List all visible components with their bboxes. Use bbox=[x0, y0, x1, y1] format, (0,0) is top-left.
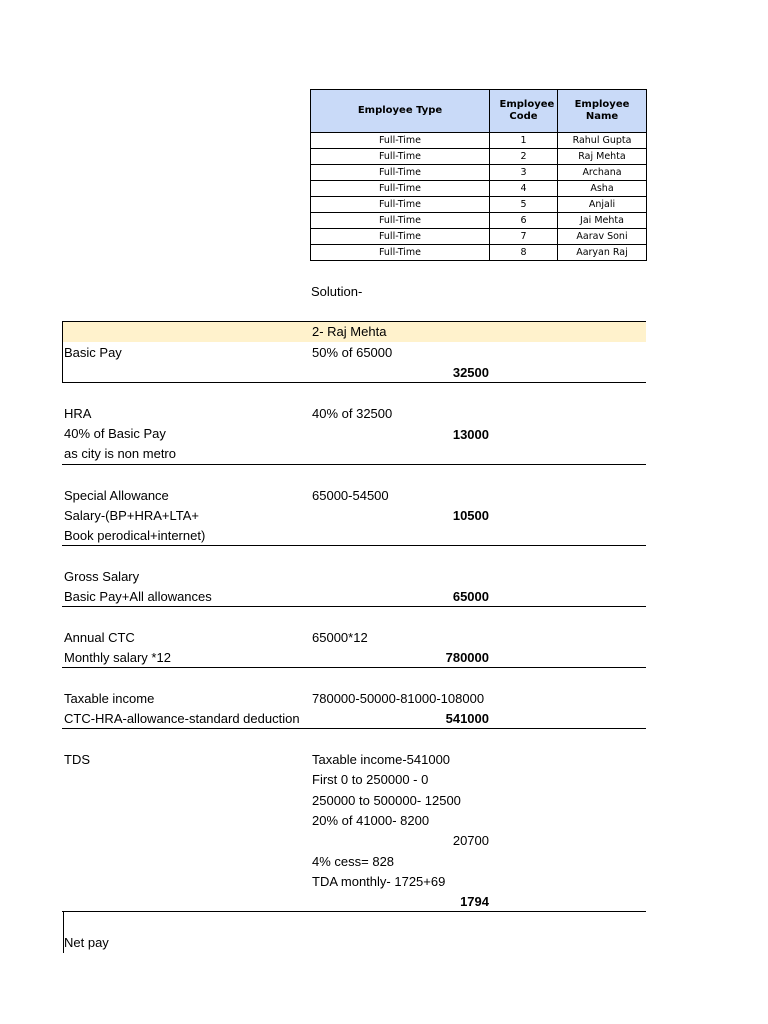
cell-employee-type: Full-Time bbox=[311, 197, 490, 213]
solution-label: Solution- bbox=[311, 284, 363, 299]
employee-table bbox=[310, 89, 647, 261]
basic-pay-formula: 50% of 65000 bbox=[312, 345, 393, 360]
cell-employee-type: Full-Time bbox=[311, 181, 490, 197]
divider bbox=[62, 911, 646, 912]
special-allowance-desc: Book perodical+internet) bbox=[64, 528, 206, 543]
basic-pay-value: 32500 bbox=[452, 365, 489, 380]
cell-employee-name: Jai Mehta bbox=[558, 213, 647, 229]
tds-line: First 0 to 250000 - 0 bbox=[312, 772, 429, 787]
tds-line: 20% of 41000- 8200 bbox=[312, 813, 430, 828]
cell-employee-type: Full-Time bbox=[311, 133, 490, 149]
net-pay-label: Net pay bbox=[64, 935, 109, 950]
header-employee-code: Employee Code bbox=[490, 90, 558, 133]
divider bbox=[62, 382, 646, 383]
taxable-income-formula: 780000-50000-81000-108000 bbox=[312, 691, 485, 706]
taxable-income-value: 541000 bbox=[445, 711, 489, 726]
table-row bbox=[311, 149, 647, 165]
employee-heading: 2- Raj Mehta bbox=[312, 324, 387, 339]
divider bbox=[62, 606, 646, 607]
divider bbox=[62, 728, 646, 729]
hra-desc: as city is non metro bbox=[64, 446, 176, 461]
tds-line: Taxable income-541000 bbox=[312, 752, 451, 767]
divider bbox=[62, 545, 646, 546]
cell-employee-code: 8 bbox=[490, 245, 558, 261]
hra-desc: 40% of Basic Pay bbox=[64, 426, 166, 441]
hra-value: 13000 bbox=[452, 427, 489, 442]
table-row bbox=[311, 197, 647, 213]
cell-employee-type: Full-Time bbox=[311, 213, 490, 229]
basic-pay-label: Basic Pay bbox=[64, 345, 122, 360]
table-row bbox=[311, 245, 647, 261]
special-allowance-label: Special Allowance bbox=[64, 488, 169, 503]
divider bbox=[62, 667, 646, 668]
cell-employee-name: Asha bbox=[558, 181, 647, 197]
table-row bbox=[311, 181, 647, 197]
tds-value: 1794 bbox=[460, 894, 489, 909]
header-employee-name: Employee Name bbox=[558, 90, 647, 133]
special-allowance-formula: 65000-54500 bbox=[312, 488, 389, 503]
cell-employee-code: 1 bbox=[490, 133, 558, 149]
taxable-income-desc: CTC-HRA-allowance-standard deduction bbox=[64, 711, 300, 726]
table-row bbox=[311, 213, 647, 229]
cell-employee-code: 3 bbox=[490, 165, 558, 181]
cell-employee-code: 6 bbox=[490, 213, 558, 229]
annual-ctc-desc: Monthly salary *12 bbox=[64, 650, 171, 665]
annual-ctc-value: 780000 bbox=[445, 650, 489, 665]
hra-label: HRA bbox=[64, 406, 92, 421]
cell-employee-name: Raj Mehta bbox=[558, 149, 647, 165]
cell-employee-name: Anjali bbox=[558, 197, 647, 213]
table-row bbox=[311, 229, 647, 245]
divider bbox=[62, 464, 646, 465]
tds-subtotal: 20700 bbox=[452, 833, 489, 848]
header-employee-type: Employee Type bbox=[311, 90, 490, 133]
table-row bbox=[311, 133, 647, 149]
cell-employee-name: Archana bbox=[558, 165, 647, 181]
tds-line: 250000 to 500000- 12500 bbox=[312, 793, 461, 808]
cell-employee-name: Rahul Gupta bbox=[558, 133, 647, 149]
cell-employee-code: 5 bbox=[490, 197, 558, 213]
gross-salary-label: Gross Salary bbox=[64, 569, 140, 584]
taxable-income-label: Taxable income bbox=[64, 691, 155, 706]
annual-ctc-label: Annual CTC bbox=[64, 630, 135, 645]
special-allowance-desc: Salary-(BP+HRA+LTA+ bbox=[64, 508, 199, 523]
tds-cess: 4% cess= 828 bbox=[312, 854, 395, 869]
divider bbox=[62, 321, 63, 382]
cell-employee-type: Full-Time bbox=[311, 229, 490, 245]
cell-employee-type: Full-Time bbox=[311, 165, 490, 181]
gross-salary-desc: Basic Pay+All allowances bbox=[64, 589, 212, 604]
tds-monthly: TDA monthly- 1725+69 bbox=[312, 874, 446, 889]
tds-label: TDS bbox=[64, 752, 90, 767]
special-allowance-value: 10500 bbox=[452, 508, 489, 523]
cell-employee-type: Full-Time bbox=[311, 149, 490, 165]
cell-employee-code: 4 bbox=[490, 181, 558, 197]
gross-salary-value: 65000 bbox=[452, 589, 489, 604]
hra-formula: 40% of 32500 bbox=[312, 406, 393, 421]
table-row bbox=[311, 165, 647, 181]
cell-employee-name: Aaryan Raj bbox=[558, 245, 647, 261]
annual-ctc-formula: 65000*12 bbox=[312, 630, 368, 645]
cell-employee-type: Full-Time bbox=[311, 245, 490, 261]
cell-employee-code: 7 bbox=[490, 229, 558, 245]
table-header-row bbox=[311, 90, 647, 133]
cell-employee-name: Aarav Soni bbox=[558, 229, 647, 245]
cell-employee-code: 2 bbox=[490, 149, 558, 165]
